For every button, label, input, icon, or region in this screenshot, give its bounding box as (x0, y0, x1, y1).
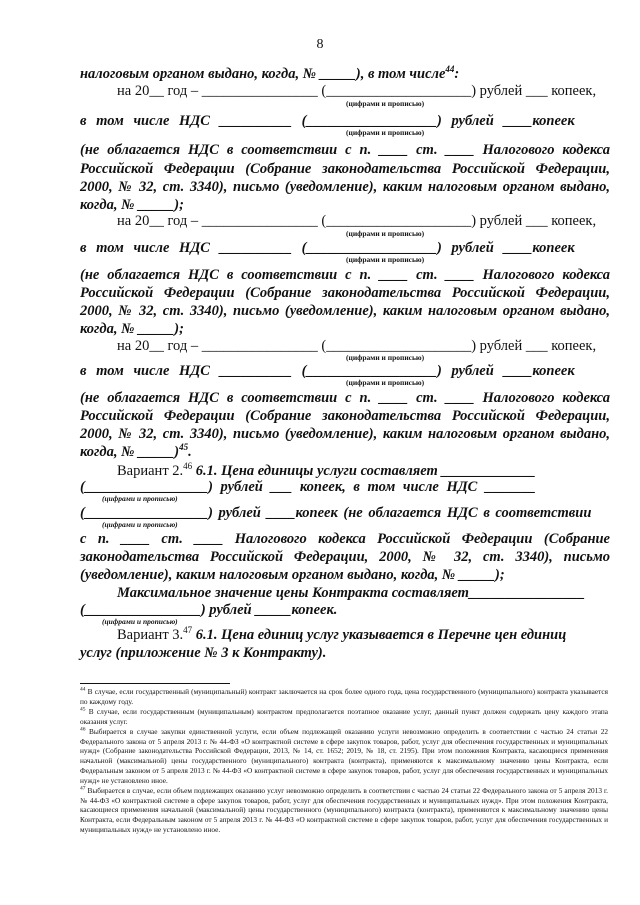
text-line: Российской Федерации (Собрание законодательства Российской Федерации, (80, 408, 610, 424)
footnote-47: $^{47}$ Выбирается в случае, если объем подлежащих оказанию услуг невозможно определить в соответствии с частью 24 статьи 22 Федерального закона от 5 апреля 2013 г. № 44-ФЗ «О контрактной системе в сфере закупок товаров, работ, услуг для обеспечения государственных и муниципальных нужд». При этом положения Контракта, касающиеся применения начальной (максимальной) цены государственного (муниципального) контракта (контракта), применяются к максимальному значению цены Контракта, если Федеральным законом от 5 апреля 2013 г. № 44-ФЗ «О контрактной системе в сфере закупок товаров, работ, услуг для обеспечения государственных и муниципальных нужд» не установлено иное. (80, 785, 608, 834)
text-line: законодательства Российской Федерации, 2000, № 32, ст. 3340), письмо (80, 549, 610, 565)
field-caption: (цифрами и прописью) (346, 128, 425, 137)
field-caption: (цифрами и прописью) (102, 617, 178, 626)
footnote-ref: 44 (445, 64, 455, 75)
text-line: когда, № _____)$^{45}$. (80, 442, 192, 460)
text-line: (не облагается НДС в соответствии с п. ____ ст. ____ Налогового кодекса (80, 267, 610, 283)
year-amount-line: на 20__ год – ________________ (____________________) рублей ___ копеек, (117, 213, 597, 229)
field-caption: (цифрами и прописью) (346, 99, 425, 108)
footnote-divider (80, 683, 230, 684)
text-line: (________________) рублей _____копеек. (80, 602, 338, 618)
text-line: (уведомление), каким налоговым органом выдано, когда, № _____); (80, 567, 505, 583)
text-line: 2000, № 32, ст. 3340), письмо (уведомление), каким налоговым органом выдано, (80, 179, 610, 195)
text-line: налоговым органом выдано, когда, № _____), в том числе$^{44}$: (80, 64, 460, 82)
text-line: Российской Федерации (Собрание законодательства Российской Федерации, (80, 285, 610, 301)
vat-line: в том числе НДС __________ (__________________) рублей ____копеек (80, 363, 575, 379)
vat-line: в том числе НДС __________ (__________________) рублей ____копеек (80, 240, 575, 256)
page-number: 8 (316, 37, 324, 52)
text-line: услуг (приложение № 3 к Контракту). (80, 645, 327, 661)
text-line: (_________________) рублей ___ копеек, в том числе НДС _______ (80, 479, 536, 495)
text-line: (не облагается НДС в соответствии с п. ____ ст. ____ Налогового кодекса (80, 142, 610, 158)
text-line: Максимальное значение цены Контракта составляет________________ (117, 585, 585, 601)
year-amount-line: на 20__ год – ________________ (____________________) рублей ___ копеек, (117, 83, 597, 99)
text-line: 2000, № 32, ст. 3340), письмо (уведомление), каким налоговым органом выдано, (80, 303, 610, 319)
year-amount-line: на 20__ год – ________________ (____________________) рублей ___ копеек, (117, 338, 597, 354)
variant-2-heading: Вариант 2.46 6.1. Цена единицы услуги составляет _____________ (117, 461, 536, 479)
vat-line: в том числе НДС __________ (__________________) рублей ____копеек (80, 113, 575, 129)
field-caption: (цифрами и прописью) (102, 520, 178, 529)
footnote-ref: 45 (179, 442, 189, 453)
footnote-ref: 47 (183, 625, 193, 636)
footnote-45: $^{45}$ В случае, если государственным (муниципальным) контрактом предполагается поэтапное оказание услуг, данный пункт должен содержать цену каждого этапа оказания услуг. (80, 706, 608, 726)
field-caption: (цифрами и прописью) (346, 229, 425, 238)
footnote-46: $^{46}$ Выбирается в случае закупки единственной услуги, если объем подлежащей оказанию услуги невозможно определить в соответствии с частью 24 статьи 22 Федерального закона от 5 апреля 2013 г. № 44-ФЗ «О контрактной системе в сфере закупок товаров, работ, услуг для обеспечения государственных и муниципальных нужд» (Собрание законодательства Российской Федерации, 2013, № 14, ст. 1652; 2019, № 18, ст. 2195). При этом положения Контракта, касающиеся применения начальной (максимальной) цены государственного (муниципального) контракта (контракта), применяются к максимальному значению цены Контракта, если Федеральным законом от 5 апреля 2013 г. № 44-ФЗ «О контрактной системе в сфере закупок товаров, работ, услуг для обеспечения государственных и муниципальных нужд» не установлено иное. (80, 726, 608, 785)
field-caption: (цифрами и прописью) (346, 255, 425, 264)
text-line: с п. ____ ст. ____ Налогового кодекса Российской Федерации (Собрание (80, 531, 610, 547)
text-line: когда, № _____); (80, 197, 184, 213)
variant-3-heading: Вариант 3.47 6.1. Цена единиц услуг указывается в Перечне цен единиц (117, 625, 567, 643)
text-line: (_________________) рублей ____копеек (не облагается НДС в соответствии (80, 505, 592, 521)
text-line: (не облагается НДС в соответствии с п. ____ ст. ____ Налогового кодекса (80, 390, 610, 406)
footnote-ref: 46 (183, 461, 193, 472)
text-line: когда, № _____); (80, 321, 184, 337)
footnote-44: $^{44}$ В случае, если государственный (муниципальный) контракт заключается на срок более одного года, цена государственного (муниципального) контракта указывается по каждому году. (80, 686, 608, 706)
field-caption: (цифрами и прописью) (102, 494, 178, 503)
field-caption: (цифрами и прописью) (346, 378, 425, 387)
text-line: Российской Федерации (Собрание законодательства Российской Федерации, (80, 161, 610, 177)
text-line: 2000, № 32, ст. 3340), письмо (уведомление), каким налоговым органом выдано, (80, 426, 610, 442)
field-caption: (цифрами и прописью) (346, 353, 425, 362)
